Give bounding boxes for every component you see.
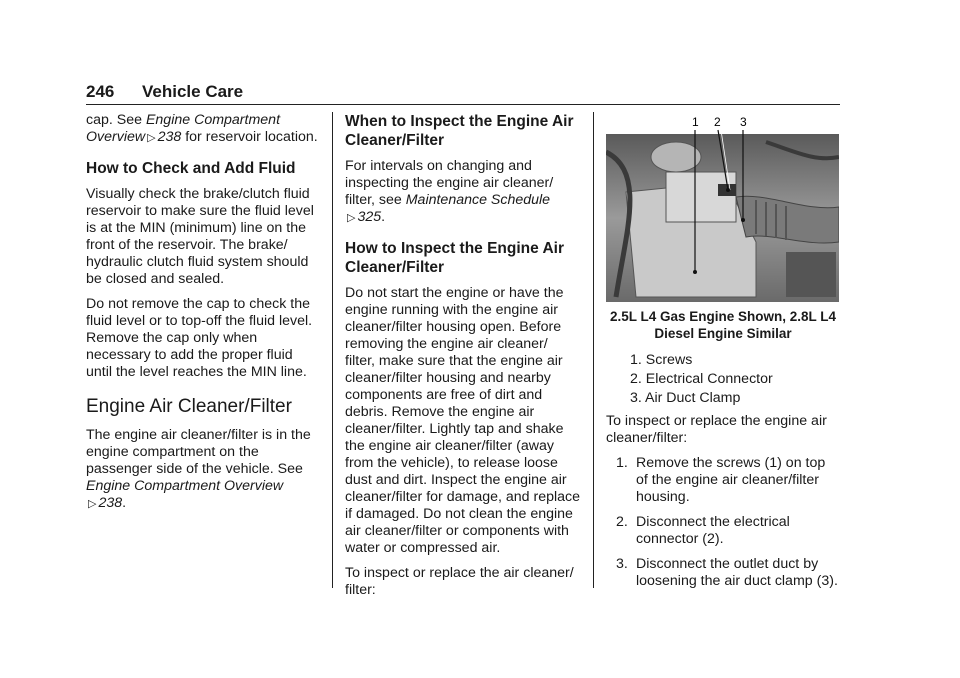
column-divider-1 (332, 112, 333, 588)
paragraph-replace-intro: To inspect or replace the air cleaner/ filter: (345, 565, 574, 598)
engine-figure (606, 112, 839, 302)
link-engine-compartment-overview[interactable]: Engine Compartment Overview (86, 112, 281, 145)
page-ref[interactable]: 238 (157, 129, 182, 145)
column-1 (86, 112, 318, 521)
column-divider-2 (593, 112, 594, 588)
column-3 (606, 112, 840, 598)
engine-photo (606, 112, 839, 302)
heading-when-inspect: When to Inspect the Engine Air Cleaner/Filter (345, 113, 574, 149)
header-rule (86, 104, 840, 105)
page-header (86, 82, 243, 102)
page-ref-3[interactable]: 325 (357, 209, 382, 225)
heading-how-inspect: How to Inspect the Engine Air Cleaner/Filter (345, 240, 565, 276)
page-ref-2[interactable]: 238 (98, 495, 123, 511)
section-title: Vehicle Care (142, 82, 244, 101)
step-item: 3. Disconnect the outlet duct by loosening the air duct clamp (3). (616, 556, 838, 589)
paragraph-intervals: For intervals on changing and inspecting the engine air cleaner/ filter, see Maintenance Schedule ▷ 325. (345, 158, 554, 225)
step-item: 1. Remove the screws (1) on top of the engine air cleaner/filter housing. (616, 455, 826, 505)
column-2 (345, 112, 581, 607)
paragraph-procedure-intro: To inspect or replace the engine air cleaner/filter: (606, 413, 827, 446)
paragraph-cap-warning: Do not remove the cap to check the fluid level or to top-off the fluid level. Remove the cap only when necessary to add the proper fluid until the level reaches the MIN line. (86, 296, 313, 380)
step-item: 2. Disconnect the electrical connector (2). (616, 514, 790, 547)
book-reference-icon: ▷ (347, 212, 356, 224)
callout-1: 1 (692, 115, 699, 129)
heading-air-cleaner: Engine Air Cleaner/Filter (86, 396, 292, 417)
callout-2: 2 (714, 115, 721, 129)
heading-check-fluid: How to Check and Add Fluid (86, 160, 296, 177)
paragraph-location: The engine air cleaner/filter is in the engine compartment on the passenger side of the vehicle. See Engine Compartment Overview ▷ 238. (86, 427, 311, 511)
legend-item: 2. Electrical Connector (630, 371, 773, 387)
page-number: 246 (86, 82, 115, 101)
paragraph-cap: cap. See Engine Compartment Overview ▷ 238 for reservoir location. (86, 112, 318, 145)
callout-3: 3 (740, 115, 747, 129)
legend-item: 1. Screws (630, 352, 693, 368)
link-maintenance-schedule[interactable]: Maintenance Schedule (405, 192, 551, 208)
link-engine-compartment-overview-2[interactable]: Engine Compartment Overview (86, 478, 284, 494)
paragraph-check: Visually check the brake/clutch fluid reservoir to make sure the fluid level is at the MIN (minimum) line on the front of the reservoir. The brake/ hydraulic clutch fluid system should be closed and sealed. (86, 186, 314, 287)
figure-legend (630, 352, 840, 407)
figure-caption: 2.5L L4 Gas Engine Shown, 2.8L L4 Diesel Engine Similar (609, 309, 837, 341)
paragraph-inspect: Do not start the engine or have the engine running with the engine air cleaner/filter housing open. Before removing the engine air cleaner/ filter, make sure that the engine air cleaner/filter housing and nearby components are free of dirt and debris. Remove the engine air cleaner/filter. Lightly tap and shake the engine air cleaner/filter (away from the vehicle), to release loose dust and dirt. Inspect the engine air cleaner/filter for damage, and replace if damaged. Do not clean the engine air cleaner/filter or components with water or compressed air. (345, 285, 581, 556)
procedure-steps (606, 455, 840, 590)
book-reference-icon: ▷ (88, 498, 97, 510)
legend-item: 3. Air Duct Clamp (630, 390, 741, 406)
book-reference-icon: ▷ (147, 132, 156, 144)
